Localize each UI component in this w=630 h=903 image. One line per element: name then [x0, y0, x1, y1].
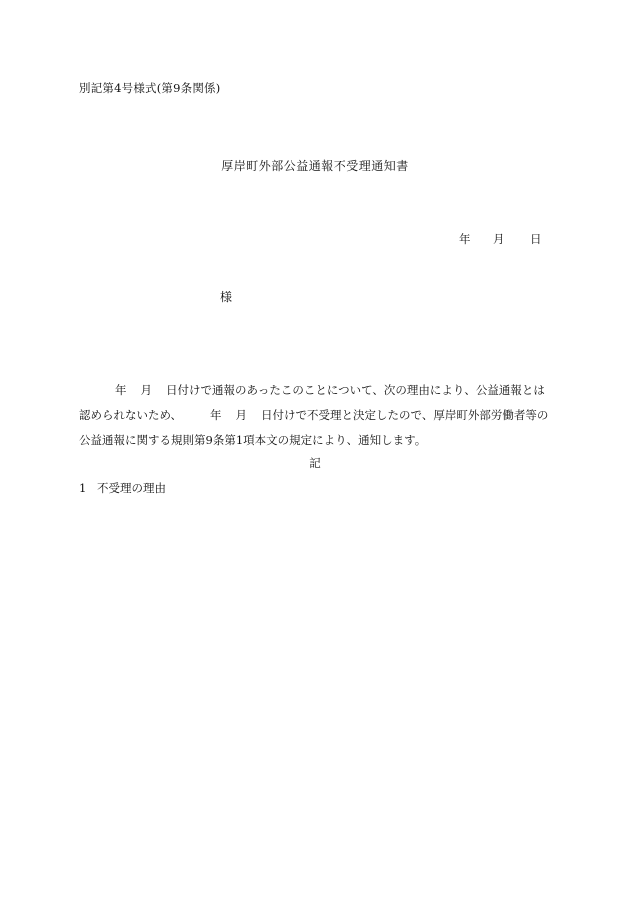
body-month-1: 月: [140, 383, 152, 397]
item-1: [79, 480, 166, 496]
body-text-1: 日付けで通報のあったこのことについて、次の理由により、公益通報とは: [166, 383, 545, 397]
body-text-2a: 認められないため、: [79, 408, 183, 422]
item-1-number: 1: [79, 481, 87, 495]
body-line-1: [79, 378, 559, 403]
body-year-1: 年: [115, 383, 127, 397]
addressee-suffix: 様: [220, 290, 233, 304]
body-year-2: 年: [210, 408, 222, 422]
body-month-2: 月: [235, 408, 248, 422]
date-year-label: 年: [459, 232, 471, 246]
date-day-label: 日: [530, 232, 542, 246]
form-number-label: 別記第4号様式(第9条関係): [79, 81, 221, 95]
document-title: 厚岸町外部公益通報不受理通知書: [221, 159, 409, 173]
notice-body: [79, 378, 559, 453]
body-line-3: 公益通報に関する規則第9条第1項本文の規定により、通知します。: [79, 433, 427, 447]
ki-heading: 記: [309, 456, 321, 470]
date-month-label: 月: [493, 232, 505, 246]
item-1-label: 不受理の理由: [97, 481, 166, 495]
body-text-2b: 日付けで不受理と決定したので、厚岸町外部労働者等の: [261, 408, 549, 422]
body-line-2: [79, 403, 559, 428]
